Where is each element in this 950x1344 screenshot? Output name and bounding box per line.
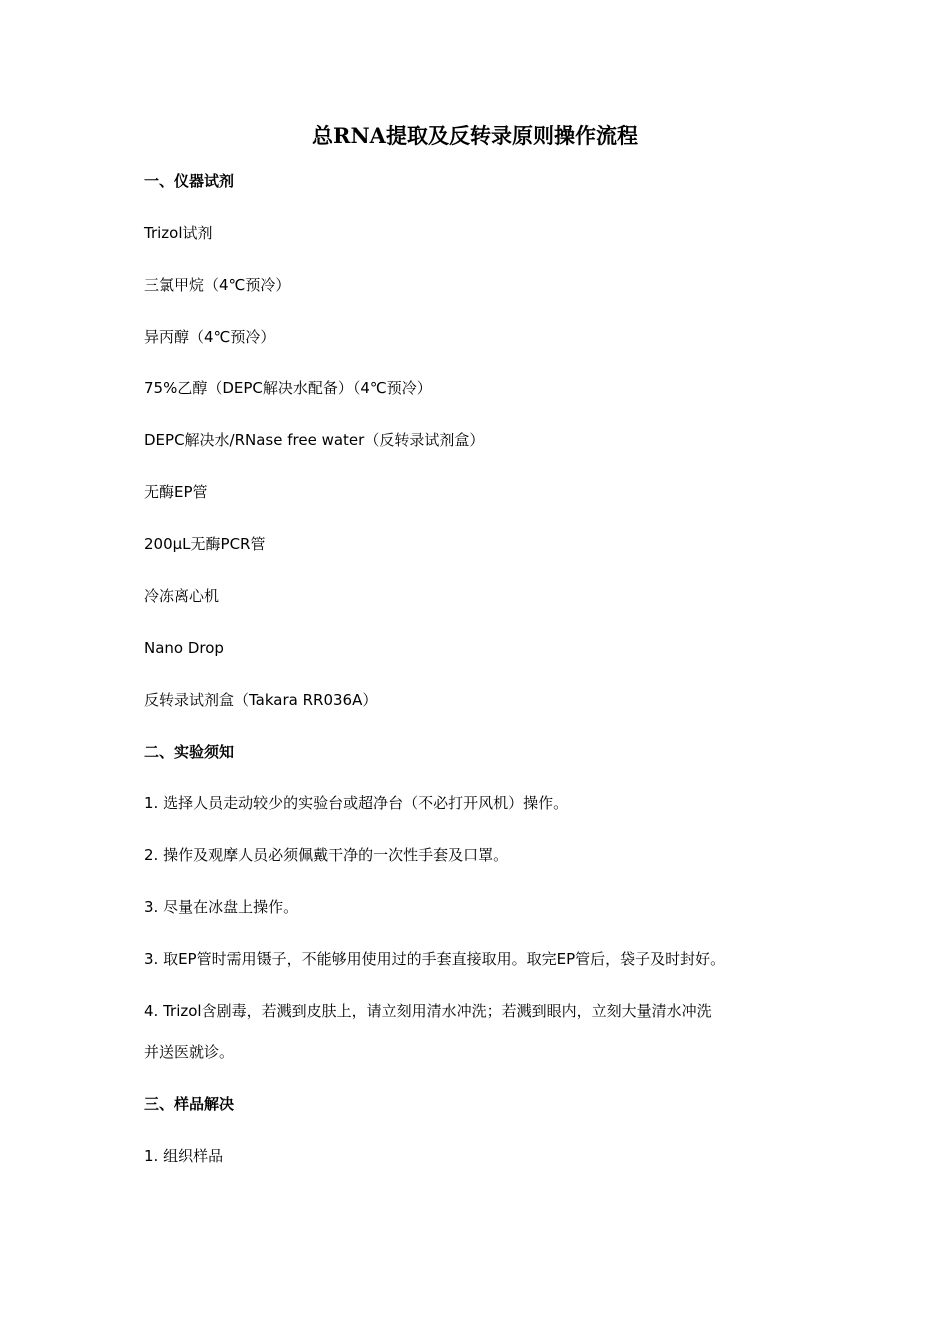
- section-heading-notes: 二、实验须知: [144, 743, 235, 761]
- list-item: 1. 组织样品: [144, 1147, 224, 1165]
- list-item: 75%乙醇（DEPC解决水配备）（4℃预冷）: [144, 379, 432, 397]
- list-item: 冷冻离心机: [144, 587, 220, 605]
- list-item-continuation: 并送医就诊。: [144, 1043, 235, 1061]
- list-item: Nano Drop: [144, 639, 224, 657]
- list-item: 无酶EP管: [144, 483, 208, 501]
- document-title: 总RNA提取及反转录原则操作流程: [312, 123, 638, 148]
- list-item: Trizol试剂: [144, 224, 213, 242]
- list-item: 200μL无酶PCR管: [144, 535, 266, 553]
- section-heading-instruments: 一、仪器试剂: [144, 172, 235, 190]
- list-item: 3. 尽量在冰盘上操作。: [144, 898, 299, 916]
- list-item: 4. Trizol含剧毒，若溅到皮肤上，请立刻用清水冲洗；若溅到眼内，立刻大量清水冲洗: [144, 1002, 712, 1020]
- list-item: 3. 取EP管时需用镊子，不能够用使用过的手套直接取用。取完EP管后，袋子及时封好。: [144, 950, 726, 968]
- list-item: 三氯甲烷（4℃预冷）: [144, 276, 291, 294]
- list-item: 2. 操作及观摩人员必须佩戴干净的一次性手套及口罩。: [144, 846, 509, 864]
- list-item: 异丙醇（4℃预冷）: [144, 328, 276, 346]
- list-item: 反转录试剂盒（Takara RR036A）: [144, 691, 378, 709]
- section-heading-samples: 三、样品解决: [144, 1095, 235, 1113]
- list-item: 1. 选择人员走动较少的实验台或超净台（不必打开风机）操作。: [144, 794, 569, 812]
- list-item: DEPC解决水/RNase free water（反转录试剂盒）: [144, 431, 485, 449]
